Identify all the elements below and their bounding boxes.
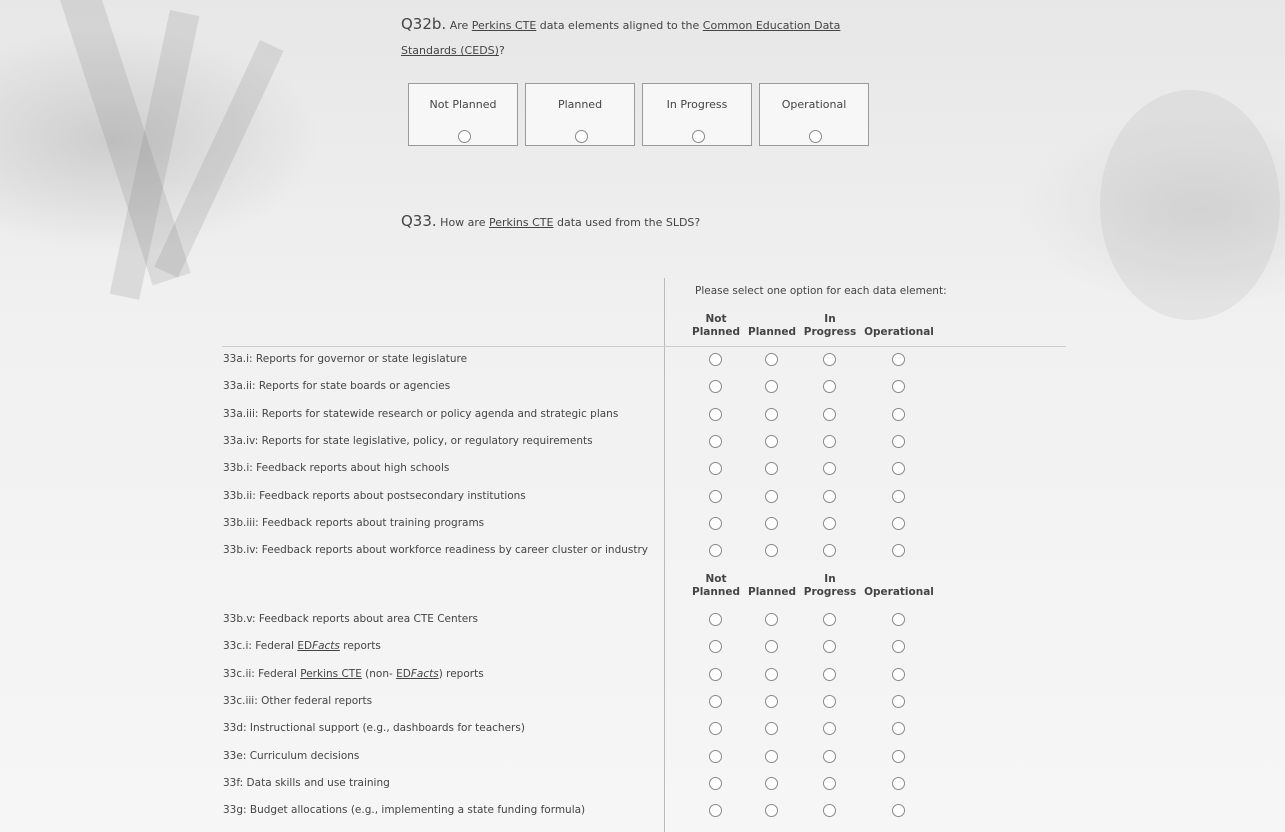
question-text: data used from the SLDS?: [556, 216, 701, 229]
radio-button[interactable]: [765, 380, 778, 393]
row-label-text: reports: [339, 640, 381, 652]
column-header: [859, 313, 939, 339]
choice-not-planned[interactable]: [408, 83, 518, 146]
row-label-text: 33c.i: Federal: [223, 640, 298, 652]
question-number: Q32b.: [401, 15, 447, 33]
matrix-header-rule: [222, 346, 1066, 347]
choice-label: In Progress: [666, 98, 728, 111]
radio-button[interactable]: [709, 613, 722, 626]
radio-button[interactable]: [823, 462, 836, 475]
column-header: [790, 313, 870, 339]
radio-button[interactable]: [709, 490, 722, 503]
choice-operational[interactable]: [759, 83, 869, 146]
matrix-row-label: 33b.v: Feedback reports about area CTE Centers: [223, 613, 479, 625]
radio-button[interactable]: [892, 517, 905, 530]
question-text: data elements aligned to the: [539, 19, 700, 32]
radio-button[interactable]: [709, 722, 722, 735]
column-header-line: Not: [705, 573, 727, 585]
question-text: ?: [498, 44, 505, 57]
column-header-line: Not: [705, 313, 727, 325]
radio-button[interactable]: [892, 490, 905, 503]
row-label-link[interactable]: EDFacts: [396, 668, 439, 680]
radio-button[interactable]: [823, 640, 836, 653]
radio-button[interactable]: [823, 408, 836, 421]
radio-button[interactable]: [765, 544, 778, 557]
radio-button[interactable]: [709, 640, 722, 653]
radio-button[interactable]: [765, 668, 778, 681]
column-header-line: In: [824, 313, 836, 325]
radio-button[interactable]: [765, 408, 778, 421]
column-header: [790, 573, 870, 599]
radio-button[interactable]: [823, 380, 836, 393]
radio-button[interactable]: [765, 640, 778, 653]
column-header-line: In: [824, 573, 836, 585]
q32b-choices: [408, 83, 869, 146]
matrix-row-label: 33c.iii: Other federal reports: [223, 695, 373, 707]
radio-button[interactable]: [823, 777, 836, 790]
ceds-link[interactable]: Common Education Data Standards (CEDS): [401, 19, 841, 57]
radio-button[interactable]: [765, 695, 778, 708]
radio-button[interactable]: [892, 804, 905, 817]
radio-button[interactable]: [709, 544, 722, 557]
choice-label: Planned: [557, 98, 603, 111]
matrix-row-label: 33e: Curriculum decisions: [223, 750, 360, 762]
row-label-text: (non-: [361, 668, 397, 680]
radio-button[interactable]: [892, 544, 905, 557]
question-text: How are: [440, 216, 486, 229]
radio-button[interactable]: [709, 517, 722, 530]
matrix-divider: [664, 278, 665, 832]
column-header-line: [859, 573, 939, 586]
radio-button[interactable]: [709, 380, 722, 393]
radio-button[interactable]: [892, 722, 905, 735]
radio-button[interactable]: [709, 668, 722, 681]
radio-button[interactable]: [709, 777, 722, 790]
radio-button[interactable]: [823, 695, 836, 708]
choice-planned[interactable]: [525, 83, 635, 146]
radio-button[interactable]: [823, 353, 836, 366]
matrix-row-label: 33b.ii: Feedback reports about postsecondary institutions: [223, 490, 526, 502]
column-header-line: Planned: [692, 326, 740, 338]
radio-button[interactable]: [823, 668, 836, 681]
radio-button[interactable]: [823, 544, 836, 557]
column-header-line: Progress: [803, 326, 857, 338]
matrix-row-label: 33a.i: Reports for governor or state legislature: [223, 353, 468, 365]
question-text: Are: [449, 19, 469, 32]
column-header-line: Operational: [864, 586, 934, 598]
radio-button[interactable]: [892, 640, 905, 653]
radio-button[interactable]: [765, 517, 778, 530]
radio-button[interactable]: [709, 435, 722, 448]
column-header-line: Planned: [748, 326, 796, 338]
radio-button[interactable]: [765, 613, 778, 626]
matrix-row-label: 33a.ii: Reports for state boards or agencies: [223, 380, 451, 392]
radio-button[interactable]: [892, 462, 905, 475]
radio-button[interactable]: [892, 435, 905, 448]
radio-button[interactable]: [823, 490, 836, 503]
radio-button[interactable]: [892, 353, 905, 366]
radio-button[interactable]: [765, 490, 778, 503]
radio-button[interactable]: [765, 435, 778, 448]
radio-button[interactable]: [709, 353, 722, 366]
radio-button[interactable]: [823, 750, 836, 763]
radio-button[interactable]: [892, 750, 905, 763]
column-header-line: Progress: [803, 586, 857, 598]
matrix-row-label: 33b.iii: Feedback reports about training programs: [223, 517, 485, 529]
radio-button[interactable]: [823, 517, 836, 530]
radio-button[interactable]: [892, 408, 905, 421]
radio-button[interactable]: [575, 130, 588, 143]
row-label-link[interactable]: Perkins CTE: [300, 668, 362, 680]
matrix-row-label: 33g: Budget allocations (e.g., implementing a state funding formula): [223, 804, 586, 816]
row-label-link-italic: Facts: [312, 640, 340, 652]
radio-button[interactable]: [709, 462, 722, 475]
radio-button[interactable]: [709, 408, 722, 421]
radio-button[interactable]: [892, 613, 905, 626]
question-number: Q33.: [401, 212, 437, 230]
matrix-row-label: 33b.i: Feedback reports about high schools: [223, 462, 450, 474]
matrix-row-label: 33a.iii: Reports for statewide research or policy agenda and strategic plans: [223, 408, 619, 420]
row-label-link[interactable]: EDFacts: [297, 640, 340, 652]
radio-button[interactable]: [892, 668, 905, 681]
choice-label: Not Planned: [429, 98, 497, 111]
radio-button[interactable]: [823, 722, 836, 735]
column-header-line: Operational: [864, 326, 934, 338]
radio-button[interactable]: [823, 804, 836, 817]
radio-button[interactable]: [765, 722, 778, 735]
radio-button[interactable]: [692, 130, 705, 143]
radio-button[interactable]: [892, 380, 905, 393]
radio-button[interactable]: [765, 777, 778, 790]
column-header: [859, 573, 939, 599]
radio-button[interactable]: [765, 804, 778, 817]
matrix-row-label: 33f: Data skills and use training: [223, 777, 390, 789]
row-label-text: 33c.ii: Federal: [223, 668, 301, 680]
radio-button[interactable]: [765, 353, 778, 366]
radio-button[interactable]: [892, 695, 905, 708]
column-header-line: Planned: [692, 586, 740, 598]
row-label-link-italic: Facts: [410, 668, 439, 680]
matrix-row-label: 33a.iv: Reports for state legislative, policy, or regulatory requirements: [223, 435, 593, 447]
radio-button[interactable]: [823, 435, 836, 448]
matrix-row-label: [223, 640, 381, 652]
radio-button[interactable]: [823, 613, 836, 626]
matrix-row-label: [223, 668, 484, 680]
radio-button[interactable]: [892, 777, 905, 790]
radio-button[interactable]: [709, 695, 722, 708]
column-header-line: [859, 313, 939, 326]
question-q33: [401, 212, 700, 230]
choice-label: Operational: [781, 98, 847, 111]
radio-button[interactable]: [809, 130, 822, 143]
radio-button[interactable]: [458, 130, 471, 143]
matrix-row-label: 33b.iv: Feedback reports about workforce readiness by career cluster or industry: [223, 544, 649, 556]
matrix-instruction: Please select one option for each data element:: [695, 285, 947, 297]
radio-button[interactable]: [765, 750, 778, 763]
column-header-line: Planned: [748, 586, 796, 598]
perkins-cte-link[interactable]: Perkins CTE: [488, 216, 554, 229]
choice-in-progress[interactable]: [642, 83, 752, 146]
row-label-text: ) reports: [438, 668, 484, 680]
question-q32b: [401, 12, 871, 63]
matrix-row-label: 33d: Instructional support (e.g., dashboards for teachers): [223, 722, 525, 734]
radio-button[interactable]: [765, 462, 778, 475]
background-decoration: [1100, 90, 1280, 320]
radio-button[interactable]: [709, 750, 722, 763]
radio-button[interactable]: [709, 804, 722, 817]
perkins-cte-link[interactable]: Perkins CTE: [471, 19, 537, 32]
